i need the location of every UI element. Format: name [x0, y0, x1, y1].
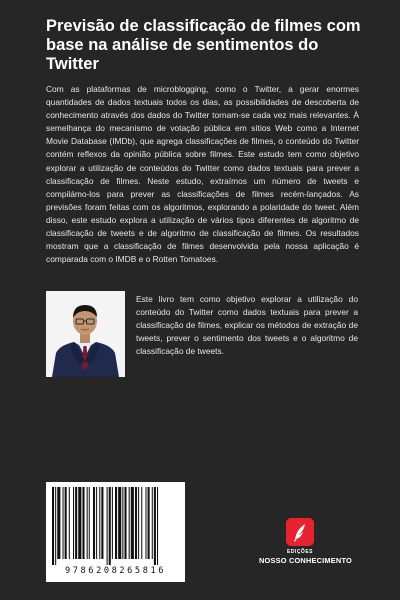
- publisher-line1: EDIÇÕES: [286, 549, 313, 555]
- book-description: Com as plataformas de microblogging, como o Twitter, a gerar enormes quantidades de dados textuais todos os dias, as possibilidades de descoberta de conhecimento através dos dados do Twitter tornam-se cada vez mais relevantes. À semelhança do mecanismo de votação pública em sítios Web como a Internet Movie Database (IMDb), que agrega classificações de filmes, o conteúdo do Twitter contém reflexos da opinião pública sobre filmes. Este estudo tem como objetivo explorar a utilização de conteúdos do Twitter como dados textuais para prever a classificação de filmes. Neste estudo, extraímos um número de tweets e compilámo-los para prever as classificações de filmes recém-lançados. As previsões foram feitas com os algoritmos, explorando a polaridade do tweet. Além disso, este estudo explora a utilização de vários tipos diferentes de algoritmo de classificação de tweets e de algoritmo de classificação de filmes. Os resultados mostram que a classificação de filmes desenvolvida pela nossa aplicação é comparada com o IMDB e o Rotten Tomatoes.: [46, 84, 359, 265]
- barcode-bar: [82, 487, 84, 559]
- barcode-bar: [112, 487, 113, 559]
- barcode-bar: [115, 487, 117, 559]
- barcode-bar: [57, 487, 60, 559]
- barcode-bar: [152, 487, 153, 559]
- barcode-bar: [131, 487, 134, 559]
- barcode-bar: [145, 487, 146, 559]
- barcode-bar: [124, 487, 126, 559]
- barcode-bar: [89, 487, 90, 559]
- barcode-bar: [122, 487, 123, 559]
- author-photo: [46, 291, 125, 377]
- barcode-bar: [148, 487, 150, 559]
- barcode-bar: [52, 487, 54, 565]
- barcode-bar: [93, 487, 95, 559]
- barcode-bar: [129, 487, 130, 559]
- barcode-bar: [96, 487, 97, 559]
- barcode-bar: [109, 487, 111, 565]
- barcode-bar: [99, 487, 100, 559]
- isbn-barcode: [46, 482, 185, 582]
- barcode-bar: [101, 487, 103, 559]
- book-title: Previsão de classificação de filmes com base na análise de sentimentos do Twitter: [46, 17, 361, 73]
- barcode-bar: [107, 487, 108, 565]
- barcode-bar: [55, 487, 56, 565]
- barcode-bars: [52, 487, 179, 565]
- feather-icon: [286, 518, 314, 546]
- barcode-bar: [75, 487, 77, 559]
- isbn-digits: 9786208265816: [64, 566, 167, 576]
- barcode-bar: [154, 487, 156, 565]
- barcode-bar: [73, 487, 74, 559]
- barcode-bar: [157, 487, 158, 565]
- publisher-line2: NOSSO CONHECIMENTO: [259, 556, 352, 565]
- barcode-bar: [78, 487, 81, 559]
- author-bio: Este livro tem como objetivo explorar a utilização do conteúdo do Twitter como dados textuais para prever a classificação de filmes, explicar os métodos de extração de tweets, prever o sentimento dos tweets e o algoritmo de classificação de tweets.: [136, 294, 358, 357]
- barcode-bar: [65, 487, 67, 559]
- barcode-bar: [63, 487, 64, 559]
- barcode-bar: [138, 487, 139, 559]
- barcode-bar: [69, 487, 70, 559]
- barcode-bar: [135, 487, 137, 559]
- barcode-bar: [141, 487, 142, 559]
- author-portrait-image: [46, 291, 125, 377]
- barcode-bar: [87, 487, 88, 559]
- barcode-bar: [118, 487, 121, 559]
- publisher-logo: [259, 518, 352, 568]
